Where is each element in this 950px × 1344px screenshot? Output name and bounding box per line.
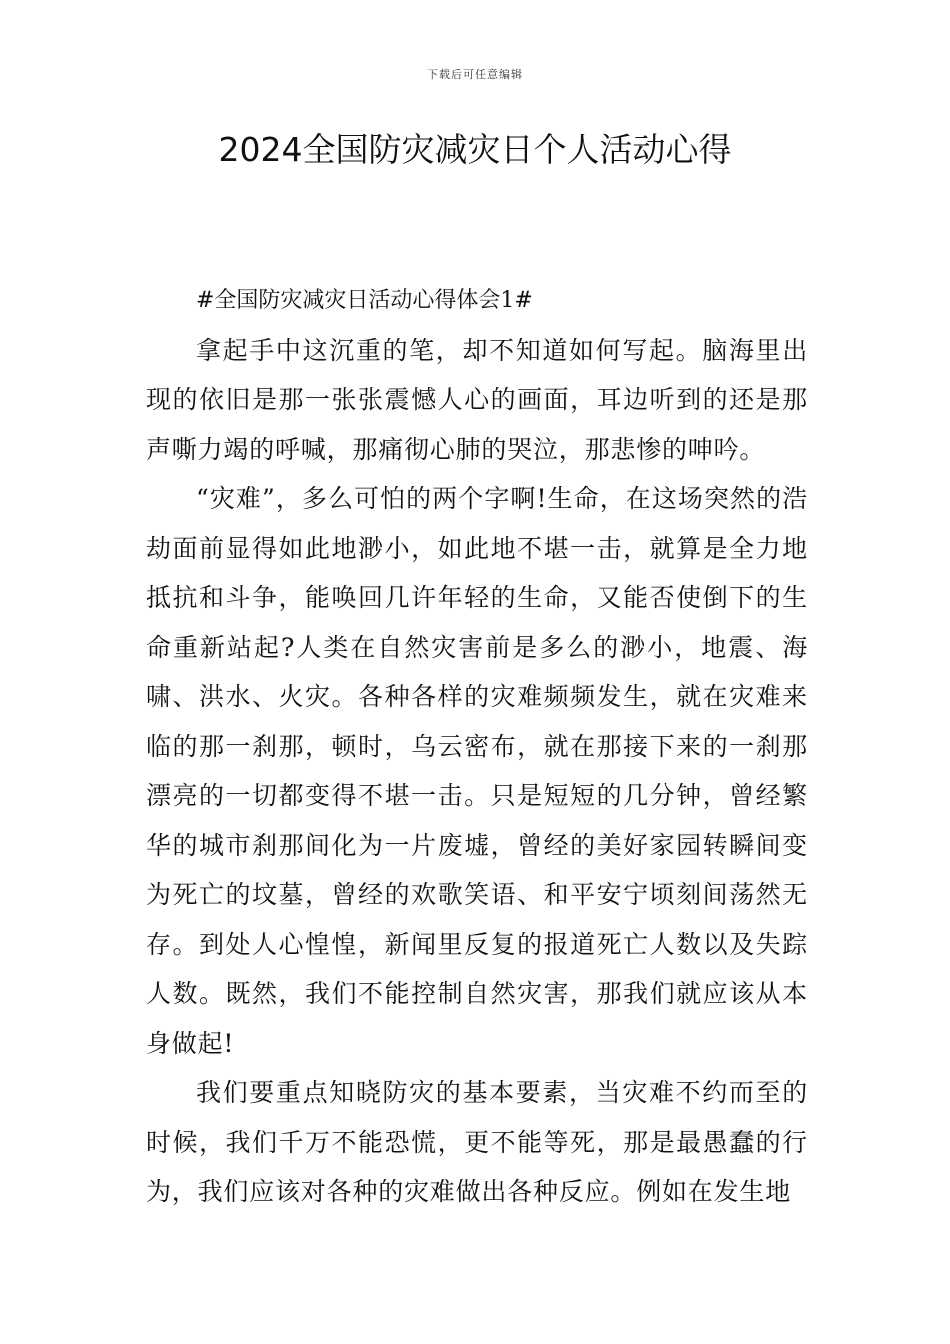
header-note: 下载后可任意编辑 — [427, 68, 523, 81]
paragraph-1: 拿起手中这沉重的笔，却不知道如何写起。脑海里出现的依旧是那一张张震憾人心的画面，耳边听到的还是那声嘶力竭的呼喊，那痛彻心肺的哭泣，那悲惨的呻吟。 — [146, 335, 808, 464]
paragraph-2: “灾难”，多么可怕的两个字啊!生命，在这场突然的浩劫面前显得如此地渺小，如此地不堪一击，就算是全力地抵抗和斗争，能唤回几许年轻的生命，又能否使倒下的生命重新站起?人类在自然灾害前是多么的渺小，地震、海啸、洪水、火灾。各种各样的灾难频频发生，就在灾难来临的那一刹那，顿时，乌云密布，就在那接下来的一刹那漂亮的一切都变得不堪一击。只是短短的几分钟，曾经繁华的城市刹那间化为一片废墟，曾经的美好家园转瞬间变为死亡的坟墓，曾经的欢歌笑语、和平安宁顷刻间荡然无存。到处人心惶惶，新闻里反复的报道死亡人数以及失踪人数。既然，我们不能控制自然灾害，那我们就应该从本身做起! — [146, 484, 808, 1058]
document-title: 2024全国防灾减灾日个人活动心得 — [218, 130, 732, 169]
section-subheading: #全国防灾减灾日活动心得体会1# — [196, 288, 533, 313]
paragraph-3: 我们要重点知晓防灾的基本要素，当灾难不约而至的时候，我们千万不能恐慌，更不能等死，那是最愚蠢的行为，我们应该对各种的灾难做出各种反应。例如在发生地 — [146, 1078, 808, 1206]
document-body — [146, 276, 808, 1217]
